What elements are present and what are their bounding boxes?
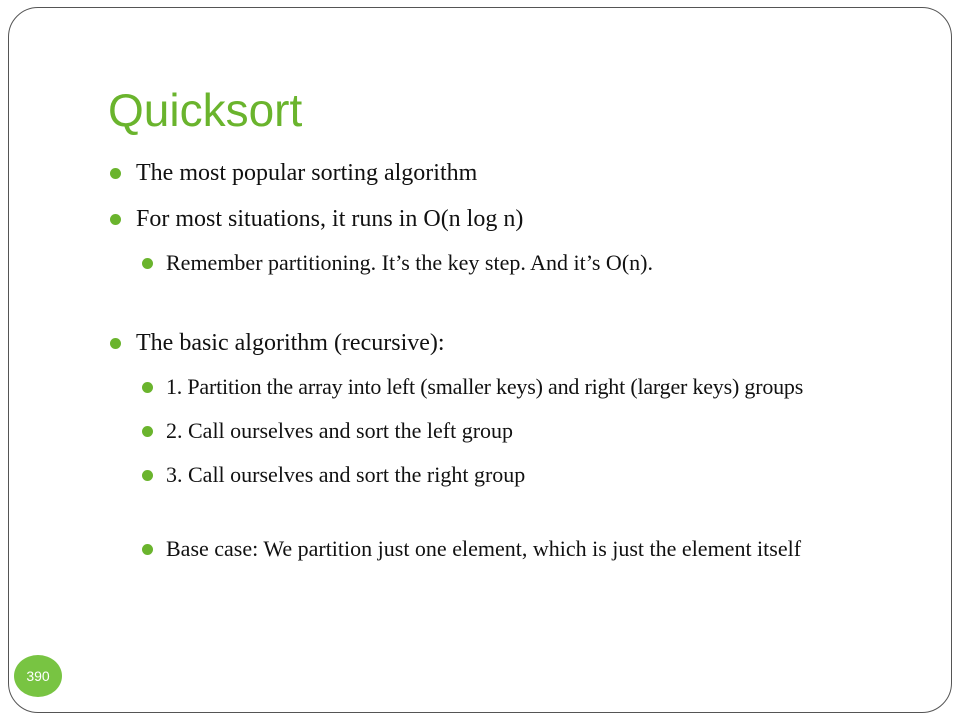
bullet-text: 2. Call ourselves and sort the left group	[166, 418, 514, 443]
bullet-text: The basic algorithm (recursive):	[136, 330, 445, 356]
slide-content	[108, 158, 878, 564]
sub-bullet-item	[108, 372, 878, 402]
sub-bullet-item	[108, 460, 878, 490]
bullet-dot-icon	[110, 168, 121, 179]
bullet-text: The most popular sorting algorithm	[136, 160, 478, 186]
bullet-item	[108, 158, 878, 188]
bullet-dot-icon	[142, 258, 153, 269]
bullet-text: Base case: We partition just one element, which is just the element itself	[166, 536, 802, 561]
bullet-item	[108, 204, 878, 234]
sub-bullet-item	[108, 534, 878, 564]
bullet-dot-icon	[142, 544, 153, 555]
bullet-text: 3. Call ourselves and sort the right group	[166, 462, 526, 487]
slide-title: Quicksort	[108, 84, 303, 136]
sub-bullet-item	[108, 248, 878, 278]
bullet-dot-icon	[142, 426, 153, 437]
bullet-dot-icon	[142, 382, 153, 393]
bullet-dot-icon	[142, 470, 153, 481]
sub-bullet-item	[108, 416, 878, 446]
bullet-text: 1. Partition the array into left (smaller keys) and right (larger keys) groups	[166, 374, 804, 399]
slide-number-badge: 390	[14, 655, 62, 697]
bullet-text: Remember partitioning. It’s the key step. And it’s O(n).	[166, 250, 653, 275]
bullet-text: For most situations, it runs in O(n log n)	[136, 206, 524, 232]
bullet-item	[108, 328, 878, 358]
bullet-dot-icon	[110, 338, 121, 349]
bullet-dot-icon	[110, 214, 121, 225]
